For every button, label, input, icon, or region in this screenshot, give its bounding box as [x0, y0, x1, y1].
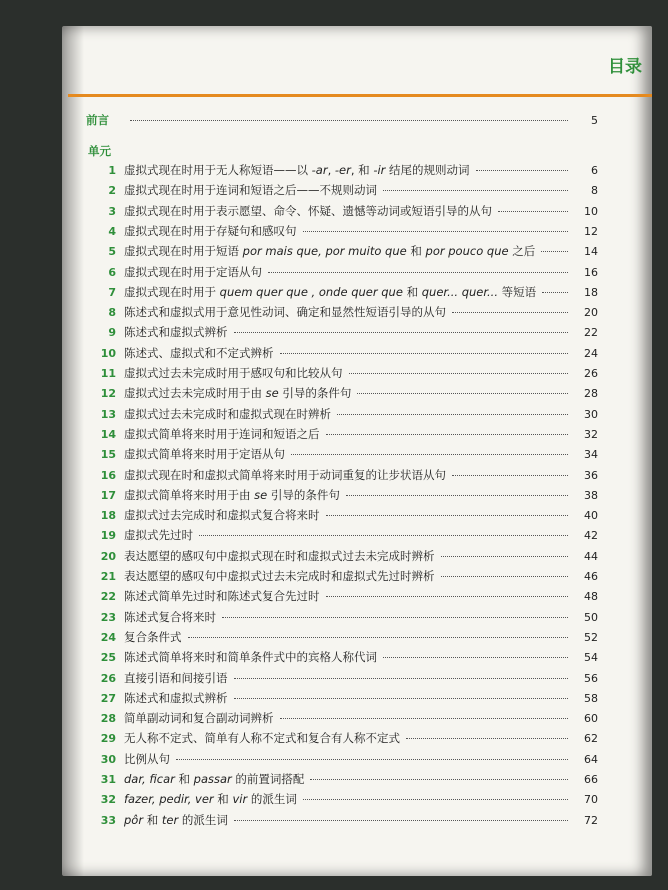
- page-number: 64: [584, 752, 598, 766]
- unit-number: 31: [100, 773, 116, 786]
- leader-dots: [541, 251, 568, 252]
- unit-title: 陈述式复合将来时: [124, 609, 216, 624]
- unit-number: 22: [100, 590, 116, 604]
- unit-number: 21: [100, 570, 116, 583]
- unit-number: 19: [100, 529, 116, 543]
- toc-entry: [86, 406, 598, 426]
- unit-title: 简单副动词和复合副动词辨析: [124, 711, 274, 726]
- toc-entry: [86, 203, 598, 223]
- page-number: 42: [584, 529, 598, 543]
- leader-dots: [303, 799, 568, 800]
- toc-entry: [86, 223, 598, 243]
- unit-title: 虚拟式过去完成时和虚拟式复合将来时: [124, 508, 320, 523]
- unit-number: 33: [100, 813, 116, 827]
- page-number: 66: [584, 773, 598, 786]
- leader-dots: [176, 759, 568, 760]
- leader-dots: [268, 272, 568, 273]
- unit-title: 虚拟式现在时和虚拟式简单将来时用于动词重复的让步状语从句: [124, 467, 446, 482]
- unit-number: 4: [108, 224, 116, 238]
- page-number: 50: [584, 610, 598, 624]
- spine-shadow: [62, 26, 84, 876]
- unit-title: fazer, pedir, ver 和 vir 的派生词: [124, 792, 297, 807]
- leader-dots: [406, 738, 568, 739]
- page-number: 22: [584, 326, 598, 340]
- page-number: 70: [584, 793, 598, 807]
- unit-title: 虚拟式现在时用于存疑句和感叹句: [124, 223, 297, 238]
- unit-title: 虚拟式过去未完成时和虚拟式现在时辨析: [124, 406, 331, 421]
- unit-number: 17: [100, 488, 116, 502]
- page-number: 12: [584, 224, 598, 238]
- toc-entry: [86, 304, 598, 324]
- leader-dots: [326, 434, 569, 435]
- preface-entry: [86, 112, 598, 132]
- unit-number: 1: [108, 164, 116, 177]
- unit-title: 陈述式简单将来时和简单条件式中的宾格人称代词: [124, 650, 377, 665]
- unit-number: 13: [100, 407, 116, 421]
- page-number: 38: [584, 488, 598, 502]
- page-number: 62: [584, 732, 598, 746]
- leader-dots: [222, 617, 568, 618]
- page-number: 60: [584, 712, 598, 726]
- unit-title: 陈述式简单先过时和陈述式复合先过时: [124, 589, 320, 604]
- toc-entry: [86, 365, 598, 385]
- page-number: 32: [584, 427, 598, 441]
- unit-number: 28: [100, 712, 116, 726]
- toc-entry: [86, 751, 598, 771]
- unit-title: 虚拟式简单将来时用于定语从句: [124, 447, 285, 462]
- unit-number: 6: [108, 265, 116, 279]
- unit-number: 3: [108, 204, 116, 218]
- leader-dots: [199, 535, 568, 536]
- leader-dots: [349, 373, 569, 374]
- unit-title: 无人称不定式、简单有人称不定式和复合有人称不定式: [124, 731, 400, 746]
- unit-title: 虚拟式现在时用于 quem quer que , onde quer que 和 quer... quer... 等短语: [124, 284, 537, 299]
- toc-entry: [86, 467, 598, 487]
- unit-title: 陈述式和虚拟式辨析: [124, 690, 228, 705]
- orange-divider: [68, 94, 652, 97]
- page-number: 48: [584, 590, 598, 604]
- unit-title: 复合条件式: [124, 629, 182, 644]
- unit-number: 26: [100, 671, 116, 685]
- unit-number: 15: [100, 448, 116, 462]
- unit-number: 11: [100, 367, 116, 380]
- page-number: 56: [584, 671, 598, 685]
- preface-label: 前言: [86, 113, 109, 127]
- unit-title: 表达愿望的感叹句中虚拟式现在时和虚拟式过去未完成时辨析: [124, 548, 435, 563]
- unit-number: 24: [100, 630, 116, 644]
- toc-entry: [86, 162, 598, 182]
- unit-title: 虚拟式先过时: [124, 528, 193, 543]
- page-title: 目录: [608, 57, 642, 77]
- unit-title: 虚拟式现在时用于连词和短语之后——不规则动词: [124, 183, 377, 198]
- leader-dots: [357, 393, 568, 394]
- toc-entry: [86, 182, 598, 202]
- page-number: 46: [584, 570, 598, 583]
- leader-dots: [452, 312, 568, 313]
- page-number: 8: [591, 184, 598, 198]
- toc-entry: [86, 487, 598, 507]
- unit-title: dar, ficar 和 passar 的前置词搭配: [124, 772, 305, 786]
- toc-entry: [86, 670, 598, 690]
- unit-title: 虚拟式简单将来时用于由 se 引导的条件句: [124, 487, 340, 502]
- unit-title: 直接引语和间接引语: [124, 670, 228, 685]
- toc-entry: [86, 548, 598, 568]
- unit-number: 23: [100, 610, 116, 624]
- toc-entry: [86, 446, 598, 466]
- page-number: 6: [591, 164, 598, 177]
- unit-title: 虚拟式过去未完成时用于感叹句和比较从句: [124, 366, 343, 380]
- unit-number: 32: [100, 793, 116, 807]
- toc-entry: [86, 426, 598, 446]
- leader-dots: [337, 414, 568, 415]
- toc-entry: [86, 609, 598, 629]
- page-number: 10: [584, 204, 598, 218]
- toc-entry: [86, 710, 598, 730]
- toc-entry: [86, 345, 598, 365]
- unit-number: 14: [100, 427, 116, 441]
- unit-number: 25: [100, 651, 116, 665]
- page-number: 34: [584, 448, 598, 462]
- page-number: 58: [584, 691, 598, 705]
- toc-entry: [86, 690, 598, 710]
- leader-dots: [234, 698, 569, 699]
- unit-title: 陈述式和虚拟式辨析: [124, 325, 228, 340]
- toc-entry: [86, 649, 598, 669]
- page-number: 44: [584, 549, 598, 563]
- leader-dots: [383, 190, 568, 191]
- page-number: 54: [584, 651, 598, 665]
- leader-dots: [452, 475, 568, 476]
- toc-entry: [86, 264, 598, 284]
- page-number: 20: [584, 306, 598, 320]
- page-number: 24: [584, 346, 598, 360]
- leader-dots: [280, 353, 569, 354]
- toc-entry: [86, 527, 598, 547]
- page-number: 14: [584, 245, 598, 259]
- preface-page: 5: [591, 114, 598, 127]
- unit-title: 虚拟式现在时用于定语从句: [124, 264, 262, 279]
- leader-dots: [310, 779, 568, 780]
- unit-title: 虚拟式简单将来时用于连词和短语之后: [124, 426, 320, 441]
- leader-dots: [234, 678, 569, 679]
- toc-entry: [86, 507, 598, 527]
- page-number: 26: [584, 367, 598, 380]
- unit-number: 27: [100, 691, 116, 705]
- unit-title: 陈述式和虚拟式用于意见性动词、确定和显然性短语引导的从句: [124, 305, 446, 320]
- unit-title: 比例从句: [124, 751, 170, 766]
- unit-number: 2: [108, 184, 116, 198]
- toc-entry: [86, 629, 598, 649]
- leader-dots: [542, 292, 568, 293]
- toc-entry: [86, 324, 598, 344]
- toc-entry: [86, 568, 598, 588]
- page-number: 36: [584, 468, 598, 482]
- leader-dots: [130, 120, 568, 121]
- unit-number: 16: [100, 468, 116, 482]
- leader-dots: [498, 211, 568, 212]
- toc-entry: [86, 243, 598, 263]
- unit-number: 18: [100, 509, 116, 523]
- unit-title: 虚拟式过去未完成时用于由 se 引导的条件句: [124, 386, 352, 401]
- page-number: 52: [584, 630, 598, 644]
- leader-dots: [441, 576, 569, 577]
- leader-dots: [346, 495, 568, 496]
- toc-entry: [86, 588, 598, 608]
- leader-dots: [303, 231, 569, 232]
- leader-dots: [234, 332, 569, 333]
- section-label: 单元: [88, 144, 111, 158]
- leader-dots: [188, 637, 569, 638]
- toc-entry: [86, 730, 598, 750]
- leader-dots: [234, 820, 568, 821]
- unit-title: 陈述式、虚拟式和不定式辨析: [124, 345, 274, 360]
- leader-dots: [291, 454, 568, 455]
- leader-dots: [441, 556, 569, 557]
- unit-number: 30: [100, 752, 116, 766]
- toc-entry: [86, 771, 598, 791]
- unit-title: 虚拟式现在时用于短语 por mais que, por muito que 和 por pouco que 之后: [124, 244, 536, 259]
- toc-entry: [86, 791, 598, 811]
- unit-number: 29: [100, 732, 116, 746]
- unit-number: 10: [100, 346, 116, 360]
- page-number: 40: [584, 509, 598, 523]
- toc-entry: [86, 812, 598, 832]
- leader-dots: [476, 170, 568, 171]
- unit-number: 12: [100, 387, 116, 401]
- page-number: 72: [584, 813, 598, 827]
- toc-entry: [86, 385, 598, 405]
- leader-dots: [326, 515, 569, 516]
- toc-entry: [86, 284, 598, 304]
- unit-title: 表达愿望的感叹句中虚拟式过去未完成时和虚拟式先过时辨析: [124, 569, 435, 583]
- unit-title: pôr 和 ter 的派生词: [124, 812, 228, 827]
- leader-dots: [326, 596, 569, 597]
- unit-title: 虚拟式现在时用于无人称短语——以 -ar, -er, 和 -ir 结尾的规则动词: [124, 163, 470, 177]
- unit-number: 7: [108, 285, 116, 299]
- unit-number: 8: [108, 306, 116, 320]
- leader-dots: [280, 718, 569, 719]
- page-number: 28: [584, 387, 598, 401]
- unit-title: 虚拟式现在时用于表示愿望、命令、怀疑、遗憾等动词或短语引导的从句: [124, 203, 492, 218]
- page-number: 30: [584, 407, 598, 421]
- unit-number: 20: [100, 549, 116, 563]
- page-number: 16: [584, 265, 598, 279]
- unit-number: 9: [108, 326, 116, 340]
- page-number: 18: [584, 285, 598, 299]
- leader-dots: [383, 657, 568, 658]
- unit-number: 5: [108, 245, 116, 259]
